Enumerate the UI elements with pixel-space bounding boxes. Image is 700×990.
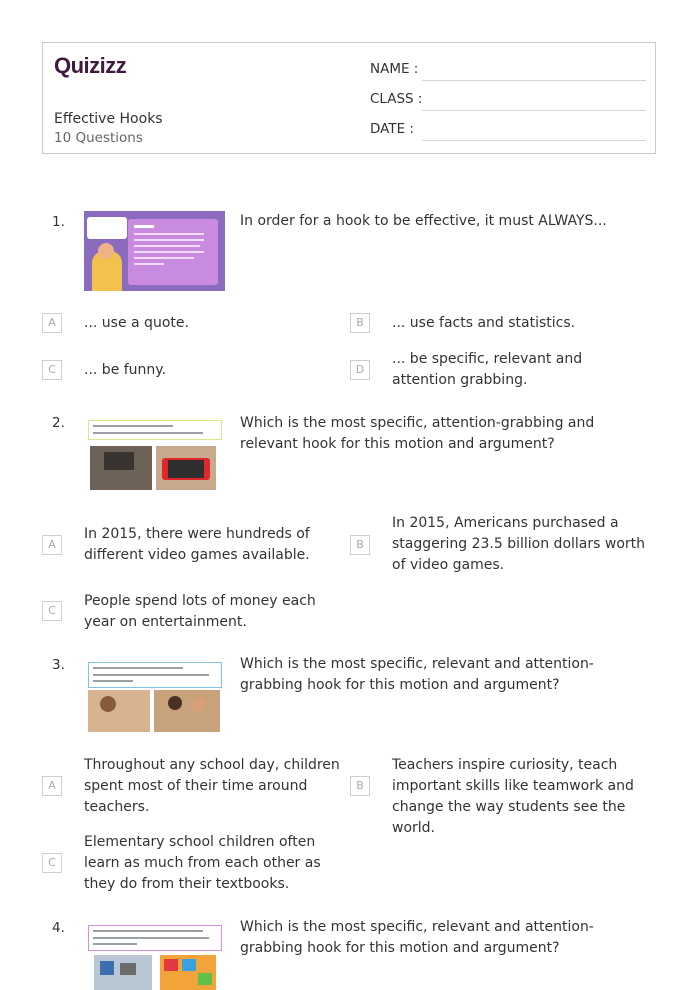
question-4-number: 4. — [52, 920, 65, 936]
question-2-number: 2. — [52, 415, 65, 431]
question-4-text: Which is the most specific, relevant and attention-grabbing hook for this motion and argument? — [240, 919, 594, 956]
option-c-letter[interactable]: C — [42, 601, 62, 621]
question-3-number: 3. — [52, 657, 65, 673]
question-1-option-c[interactable]: ... be funny. — [84, 362, 167, 378]
quizizz-logo: Quizizz — [54, 53, 127, 78]
question-3-option-a[interactable]: Throughout any school day, children spent most of their time around teachers. — [84, 757, 340, 815]
question-1-option-d[interactable]: ... be specific, relevant and attention grabbing. — [392, 351, 583, 388]
question-2-image — [84, 418, 224, 492]
question-4-image — [84, 923, 224, 990]
question-3-option-c[interactable]: Elementary school children often learn as much from each other as they do from their textbooks. — [84, 834, 321, 892]
option-a-letter[interactable]: A — [42, 313, 62, 333]
option-b-letter[interactable]: B — [350, 313, 370, 333]
name-label: NAME : — [370, 61, 419, 77]
class-field[interactable] — [370, 91, 646, 111]
option-c-letter[interactable]: C — [42, 360, 62, 380]
option-d-letter[interactable]: D — [350, 360, 370, 380]
question-count: 10 Questions — [54, 130, 143, 146]
question-1-text: In order for a hook to be effective, it must ALWAYS... — [240, 213, 607, 229]
option-b-letter[interactable]: B — [350, 776, 370, 796]
question-2-option-b[interactable]: In 2015, Americans purchased a staggering 23.5 billion dollars worth of video games. — [392, 515, 646, 573]
option-a-letter[interactable]: A — [42, 776, 62, 796]
name-field[interactable] — [370, 61, 646, 81]
date-line — [422, 140, 646, 141]
speech-bubble-icon — [87, 217, 127, 239]
date-label: DATE : — [370, 121, 414, 137]
date-field[interactable] — [370, 121, 646, 141]
worksheet-header — [42, 42, 656, 154]
question-1-image — [84, 211, 225, 291]
class-label: CLASS : — [370, 91, 423, 107]
class-line — [422, 110, 646, 111]
option-b-letter[interactable]: B — [350, 535, 370, 555]
question-3-option-b[interactable]: Teachers inspire curiosity, teach important skills like teamwork and change the way students see the world. — [392, 757, 634, 836]
question-3-text: Which is the most specific, relevant and attention-grabbing hook for this motion and argument? — [240, 656, 594, 693]
name-line — [422, 80, 646, 81]
worksheet-title: Effective Hooks — [54, 111, 163, 127]
question-1-option-b[interactable]: ... use facts and statistics. — [392, 315, 576, 331]
option-c-letter[interactable]: C — [42, 853, 62, 873]
option-a-letter[interactable]: A — [42, 535, 62, 555]
students-photo — [154, 690, 220, 732]
question-3-image — [84, 660, 224, 734]
classroom-photo — [88, 690, 150, 732]
question-1-option-a[interactable]: ... use a quote. — [84, 315, 189, 331]
question-2-option-c[interactable]: People spend lots of money each year on entertainment. — [84, 593, 316, 630]
question-1-number: 1. — [52, 214, 65, 230]
question-2-option-a[interactable]: In 2015, there were hundreds of different video games available. — [84, 526, 310, 563]
question-2-text: Which is the most specific, attention-grabbing and relevant hook for this motion and argument? — [240, 415, 595, 452]
